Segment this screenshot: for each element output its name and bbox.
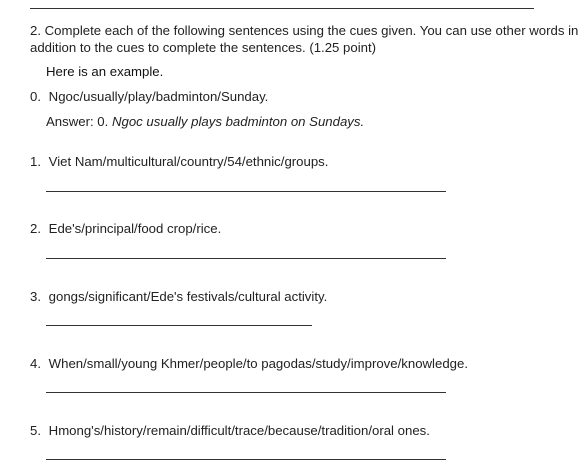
answer-line-3[interactable] (46, 325, 312, 326)
question-4 (30, 355, 468, 372)
question-cue: When/small/young Khmer/people/to pagodas/study/improve/knowledge. (48, 356, 468, 371)
example-item (30, 88, 268, 105)
exercise-instructions: 2. Complete each of the following sentences using the cues given. You can use other words in addition to the cues to complete the sentences. (1.25 point) (30, 23, 579, 55)
question-cue: gongs/significant/Ede's festivals/cultural activity. (48, 289, 328, 304)
example-cue: Ngoc/usually/play/badminton/Sunday. (48, 89, 269, 104)
example-number: 0. (30, 89, 41, 104)
top-divider (30, 8, 534, 9)
question-2 (30, 220, 221, 237)
question-number: 4. (30, 356, 41, 371)
answer-line-5[interactable] (46, 459, 446, 460)
question-cue: Hmong's/history/remain/difficult/trace/because/tradition/oral ones. (48, 423, 430, 438)
question-number: 2. (30, 221, 41, 236)
question-number: 5. (30, 423, 41, 438)
question-5 (30, 422, 430, 439)
question-number: 1. (30, 154, 41, 169)
answer-line-1[interactable] (46, 191, 446, 192)
example-heading: Here is an example. (46, 64, 164, 79)
example-answer-prefix: Answer: 0. (46, 114, 109, 129)
question-cue: Viet Nam/multicultural/country/54/ethnic/groups. (48, 154, 329, 169)
example-answer-text: Ngoc usually plays badminton on Sundays. (111, 114, 365, 129)
question-1 (30, 153, 328, 170)
question-3 (30, 288, 327, 305)
question-number: 3. (30, 289, 41, 304)
question-cue: Ede's/principal/food crop/rice. (48, 221, 222, 236)
answer-line-2[interactable] (46, 258, 446, 259)
example-answer (46, 113, 364, 130)
answer-line-4[interactable] (46, 392, 446, 393)
